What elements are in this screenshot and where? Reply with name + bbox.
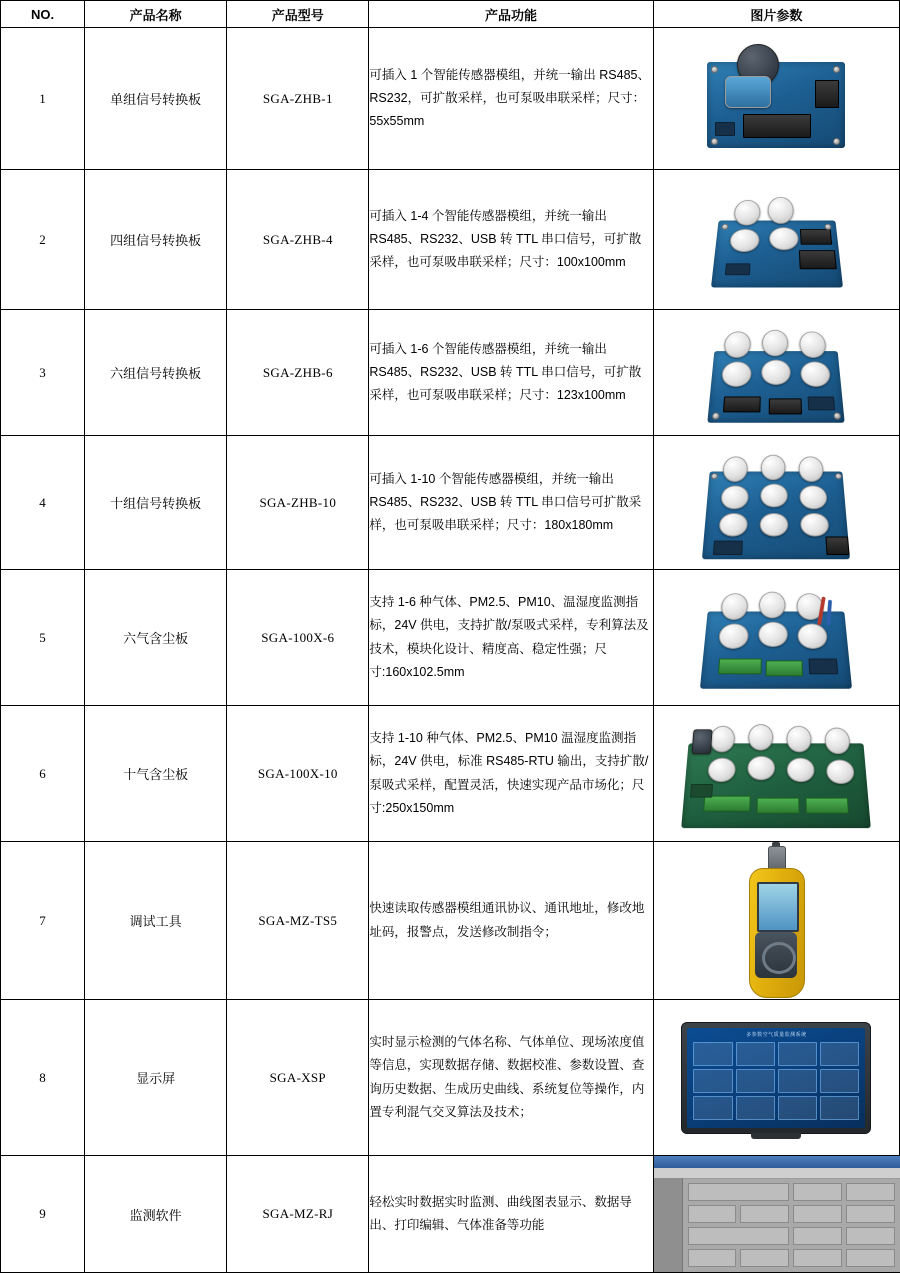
- software-workspace: [654, 1178, 900, 1272]
- row-number: 5: [1, 570, 85, 706]
- monitor-screen-title: 多参数空气质量监测系统: [746, 1031, 807, 1038]
- software-panel: [846, 1183, 895, 1201]
- product-name: 单组信号转换板: [85, 28, 227, 170]
- product-image-cell: [653, 570, 899, 706]
- readout-cell: [736, 1069, 775, 1093]
- product-name: 十气含尘板: [85, 706, 227, 842]
- product-function: 快速读取传感器模组通讯协议、通讯地址，修改地址码，报警点，发送修改制指令；: [369, 842, 653, 1000]
- table-row: [1, 310, 900, 436]
- product-image-cell: [653, 842, 899, 1000]
- monitor-screen: [687, 1028, 865, 1128]
- product-image-cell: [653, 310, 899, 436]
- display-screen-photo: [681, 1022, 871, 1134]
- product-image-cell: [653, 436, 899, 570]
- product-name: 监测软件: [85, 1156, 227, 1273]
- device-navigation-pad: [762, 942, 796, 974]
- product-model: SGA-ZHB-1: [227, 28, 369, 170]
- product-function: 可插入 1-6 个智能传感器模组，并统一输出 RS485、RS232、USB 转 TTL 串口信号，可扩散采样，也可泵吸串联采样；尺寸：123x100mm: [369, 310, 653, 436]
- product-name: 调试工具: [85, 842, 227, 1000]
- readout-cell: [693, 1042, 732, 1066]
- table-row: [1, 170, 900, 310]
- row-number: 7: [1, 842, 85, 1000]
- product-function: 支持 1-10 种气体、PM2.5、PM10 温湿度监测指标，24V 供电，标准 RS485-RTU 输出，支持扩散/泵吸式采样，配置灵活，快速实现产品市场化；尺寸:250x150mm: [369, 706, 653, 842]
- software-panel: [793, 1183, 842, 1201]
- software-panel: [688, 1249, 737, 1267]
- monitor-readout-grid: [693, 1042, 859, 1120]
- device-screen: [757, 882, 799, 932]
- readout-cell: [820, 1069, 859, 1093]
- readout-cell: [820, 1042, 859, 1066]
- row-number: 1: [1, 28, 85, 170]
- product-model: SGA-ZHB-10: [227, 436, 369, 570]
- readout-cell: [736, 1042, 775, 1066]
- product-model: SGA-MZ-RJ: [227, 1156, 369, 1273]
- row-number: 8: [1, 1000, 85, 1156]
- product-name: 六组信号转换板: [85, 310, 227, 436]
- six-group-signal-conversion-board-photo: [701, 317, 851, 429]
- software-panel-grid: [683, 1178, 900, 1272]
- header-image-parameters: 图片参数: [653, 1, 899, 28]
- row-number: 6: [1, 706, 85, 842]
- product-name: 四组信号转换板: [85, 170, 227, 310]
- software-title-bar: [654, 1156, 900, 1168]
- table-row: [1, 706, 900, 842]
- product-function: 支持 1-6 种气体、PM2.5、PM10、温湿度监测指标，24V 供电，支持扩散/泵吸式采样，专利算法及技术，模块化设计、精度高、稳定性强；尺寸:160x102.5mm: [369, 570, 653, 706]
- product-model: SGA-ZHB-4: [227, 170, 369, 310]
- table-row: [1, 436, 900, 570]
- product-image-cell: [653, 28, 899, 170]
- product-function: 实时显示检测的气体名称、气体单位、现场浓度值等信息，实现数据存储、数据校准、参数设置、查询历史数据、生成历史曲线、系统复位等操作，内置专利混气交叉算法及技术；: [369, 1000, 653, 1156]
- software-panel: [846, 1205, 895, 1223]
- product-model: SGA-ZHB-6: [227, 310, 369, 436]
- row-number: 3: [1, 310, 85, 436]
- header-product-model: 产品型号: [227, 1, 369, 28]
- software-panel: [740, 1249, 789, 1267]
- header-product-name: 产品名称: [85, 1, 227, 28]
- single-group-signal-conversion-board-photo: [701, 40, 851, 158]
- ten-gas-dust-board-photo: [681, 714, 871, 834]
- table-row: [1, 28, 900, 170]
- software-panel: [688, 1205, 737, 1223]
- ten-group-signal-conversion-board-photo: [698, 443, 854, 563]
- row-number: 2: [1, 170, 85, 310]
- software-panel: [740, 1205, 789, 1223]
- readout-cell: [778, 1096, 817, 1120]
- monitor-stand: [751, 1133, 801, 1139]
- product-name: 显示屏: [85, 1000, 227, 1156]
- table-row: [1, 1156, 900, 1273]
- product-function: 可插入 1-10 个智能传感器模组，并统一输出 RS485、RS232、USB 转 TTL 串口信号可扩散采样，也可泵吸串联采样；尺寸：180x180mm: [369, 436, 653, 570]
- table-header-row: [1, 1, 900, 28]
- product-function: 可插入 1 个智能传感器模组，并统一输出 RS485、RS232，可扩散采样，也可泵吸串联采样；尺寸：55x55mm: [369, 28, 653, 170]
- product-image-cell: [653, 1000, 899, 1156]
- readout-cell: [693, 1069, 732, 1093]
- product-function: 可插入 1-4 个智能传感器模组，并统一输出 RS485、RS232、USB 转 TTL 串口信号，可扩散采样，也可泵吸串联采样；尺寸：100x100mm: [369, 170, 653, 310]
- software-panel: [793, 1227, 842, 1245]
- product-model: SGA-100X-6: [227, 570, 369, 706]
- row-number: 4: [1, 436, 85, 570]
- software-panel: [793, 1249, 842, 1267]
- readout-cell: [778, 1069, 817, 1093]
- product-model: SGA-XSP: [227, 1000, 369, 1156]
- product-name: 十组信号转换板: [85, 436, 227, 570]
- product-function: 轻松实时数据实时监测、曲线图表显示、数据导出、打印编辑、气体准备等功能: [369, 1156, 653, 1273]
- readout-cell: [778, 1042, 817, 1066]
- product-model: SGA-100X-10: [227, 706, 369, 842]
- monitoring-software-screenshot: [654, 1156, 900, 1272]
- header-product-function: 产品功能: [369, 1, 653, 28]
- software-panel: [846, 1227, 895, 1245]
- software-panel: [688, 1227, 790, 1245]
- readout-cell: [693, 1096, 732, 1120]
- software-sidebar: [654, 1178, 683, 1272]
- software-panel: [688, 1183, 790, 1201]
- readout-cell: [820, 1096, 859, 1120]
- table-row: [1, 1000, 900, 1156]
- table-row: [1, 842, 900, 1000]
- product-image-cell: [653, 170, 899, 310]
- product-image-cell: [653, 706, 899, 842]
- table-row: [1, 570, 900, 706]
- product-image-cell: [653, 1156, 899, 1273]
- four-group-signal-conversion-board-photo: [701, 182, 851, 298]
- software-panel: [846, 1249, 895, 1267]
- product-model: SGA-MZ-TS5: [227, 842, 369, 1000]
- readout-cell: [736, 1096, 775, 1120]
- row-number: 9: [1, 1156, 85, 1273]
- six-gas-dust-board-photo: [696, 577, 856, 699]
- header-no: NO.: [1, 1, 85, 28]
- software-panel: [793, 1205, 842, 1223]
- handheld-debug-tool-photo: [749, 846, 803, 996]
- product-name: 六气含尘板: [85, 570, 227, 706]
